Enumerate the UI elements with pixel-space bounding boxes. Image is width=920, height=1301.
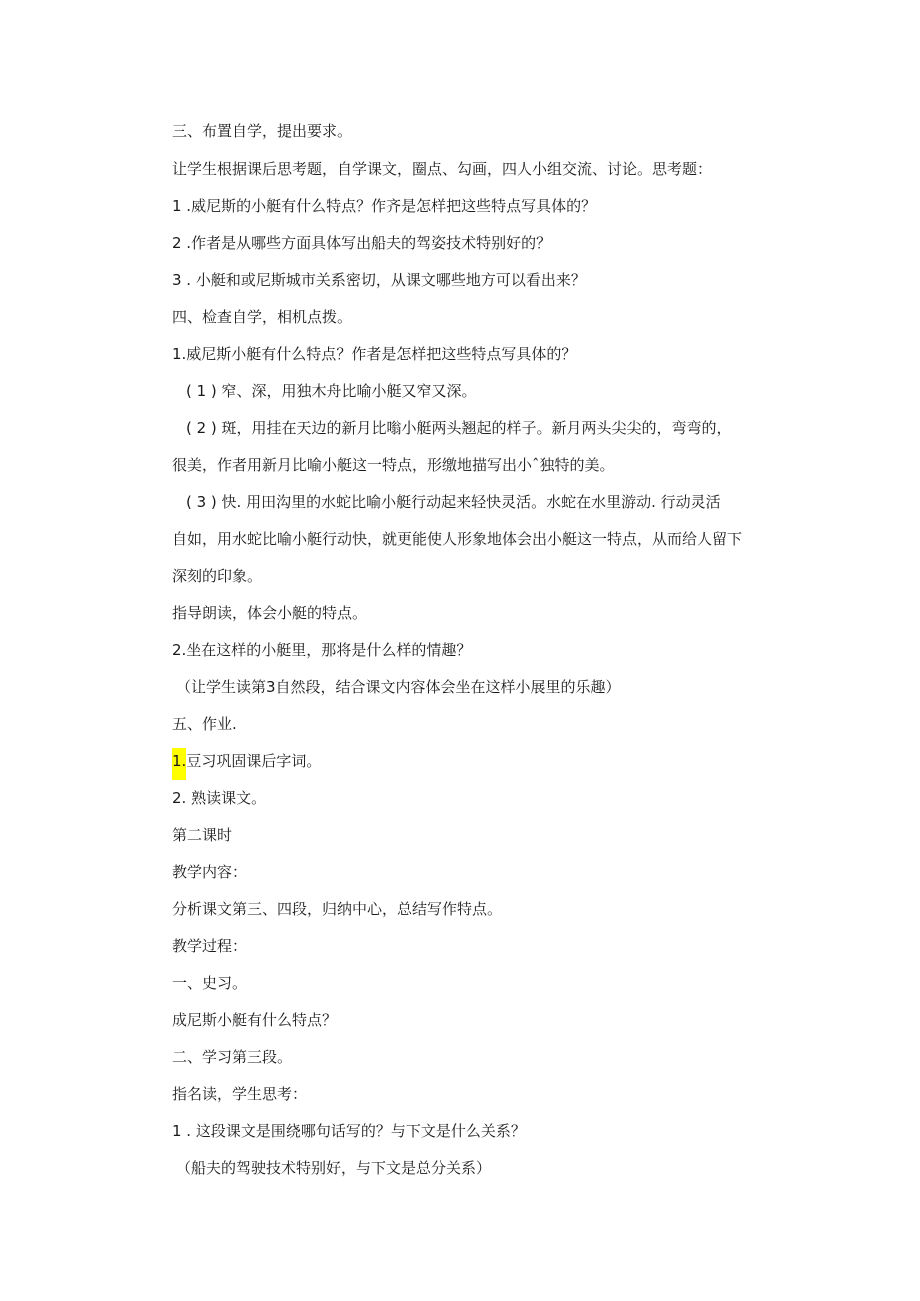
question-3: 3 . 小艇和或尼斯城市关系密切，从课文哪些地方可以看出来？ bbox=[172, 271, 586, 289]
paragraph: 让学生根据课后思考题，自学课文，圈点、勾画，四人小组交流、讨论。思考题： bbox=[172, 160, 713, 178]
answer-point-3: ( 3 ) 快. 用田沟里的水蛇比喻小艇行动起来轻快灵活。水蛇在水里游动. 行动灵活 bbox=[186, 493, 721, 511]
answer-heading-2: 2.坐在这样的小艇里，那将是什么样的情趣？ bbox=[172, 641, 472, 659]
section-heading-5: 五、作业. bbox=[172, 715, 237, 733]
content-heading: 教学内容： bbox=[172, 863, 248, 881]
question-1: 1 .威尼斯的小艇有什么特点？作齐是怎样把这些特点写具体的？ bbox=[172, 197, 597, 215]
question-1: 1 . 这段课文是围绕哪句话写的？与下文是什么关系？ bbox=[172, 1122, 526, 1140]
question-2: 2 .作者是从哪些方面具体写出船夫的驾姿技术特别好的？ bbox=[172, 234, 552, 252]
section-heading-4: 四、检查自学，相机点拨。 bbox=[172, 308, 353, 326]
note: （让学生读第3自然段，结合课文内容体会坐在这样小展里的乐趣） bbox=[176, 678, 621, 696]
process-heading: 教学过程： bbox=[172, 937, 248, 955]
paragraph: 指名读，学生思考： bbox=[172, 1085, 308, 1103]
answer-point-3-cont: 自如，用水蛇比喻小艇行动快，就更能使人形象地体会出小艇这一特点，从而给人留下 bbox=[172, 530, 743, 548]
homework-item-2: 2. 熟读课文。 bbox=[172, 789, 267, 807]
note: （船夫的驾驶技术特别好，与下文是总分关系） bbox=[176, 1159, 492, 1177]
paragraph: 成尼斯小艇有什么特点？ bbox=[172, 1011, 338, 1029]
section-heading-3: 三、布置自学，提出要求。 bbox=[172, 122, 353, 140]
homework-item-1-text: 豆习巩固课后字词。 bbox=[186, 752, 322, 770]
answer-point-2-cont: 很美，作者用新月比喻小艇这一特点，形缴地描写出小ˆ独特的美。 bbox=[172, 456, 615, 474]
answer-heading-1: 1.威尼斯小艇有什么特点？作者是怎样把这些特点写具体的？ bbox=[172, 345, 577, 363]
paragraph: 指导朗读，体会小艇的特点。 bbox=[172, 604, 368, 622]
section-heading-2: 二、学习第三段。 bbox=[172, 1048, 293, 1066]
paragraph: 分析课文第三、四段，归纳中心，总结写作特点。 bbox=[172, 900, 503, 918]
homework-item-1 bbox=[172, 750, 321, 772]
answer-point-1: ( 1 ) 窄、深，用独木舟比喻小艇又窄又深。 bbox=[186, 382, 477, 400]
answer-point-2: ( 2 ) 斑，用挂在天边的新月比嗡小艇两头翘起的样子。新月两头尖尖的，弯弯的， bbox=[186, 419, 732, 437]
lesson-heading: 第二课时 bbox=[172, 826, 233, 844]
highlight-mark: 1. bbox=[172, 748, 186, 780]
answer-point-3-end: 深刻的印象。 bbox=[172, 567, 263, 585]
section-heading-1: 一、史习。 bbox=[172, 974, 248, 992]
